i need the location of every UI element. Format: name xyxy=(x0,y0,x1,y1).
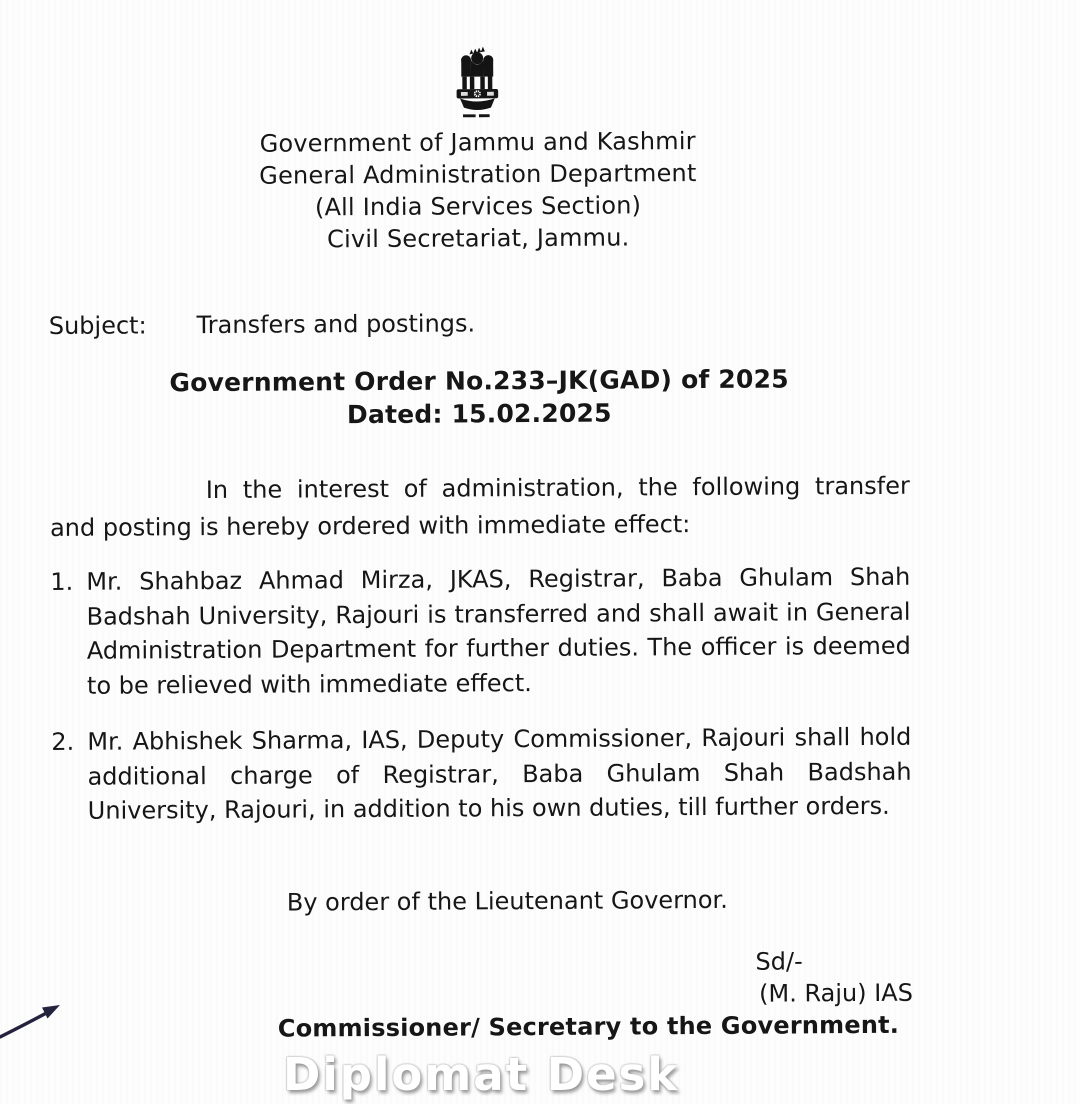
subject-label: Subject: xyxy=(48,311,147,340)
pen-arrow-mark xyxy=(0,992,80,1044)
letterhead xyxy=(47,44,908,257)
subject-row xyxy=(49,306,909,341)
signed-sd: Sd/- xyxy=(755,946,803,976)
item-1-number: 1. xyxy=(50,567,74,596)
signature-block xyxy=(53,945,914,1045)
letterhead-line-department: General Administration Department xyxy=(259,159,697,190)
watermark: Diplomat Desk xyxy=(283,1048,680,1101)
order-item-2 xyxy=(51,720,912,829)
order-item-1 xyxy=(50,560,911,703)
signatory-name: (M. Raju) IAS xyxy=(759,978,913,1008)
letterhead-line-secretariat: Civil Secretariat, Jammu. xyxy=(327,223,630,254)
signatory-designation: Commissioner/ Secretary to the Government. xyxy=(277,1010,900,1043)
order-heading xyxy=(49,362,909,433)
by-order-line: By order of the Lieutenant Governor. xyxy=(286,885,728,917)
item-1-text: Mr. Shahbaz Ahmad Mirza, JKAS, Registrar, Baba Ghulam Shah Badshah University, Rajouri is transferred and shall await in General Administration Department for further duties. The officer is deemed to be relieved with immediate effect. xyxy=(86,562,911,700)
order-date: Dated: 15.02.2025 xyxy=(346,398,612,430)
item-2-number: 2. xyxy=(51,727,75,756)
india-state-emblem-icon xyxy=(448,46,506,124)
intro-paragraph: In the interest of administration, the following transfer and posting is hereby ordered with immediate effect: xyxy=(49,471,910,542)
letterhead-line-section: (All India Services Section) xyxy=(314,191,642,222)
letterhead-line-government: Government of Jammu and Kashmir xyxy=(259,127,696,158)
order-number: Government Order No.233–JK(GAD) of 2025 xyxy=(169,364,789,398)
order-items xyxy=(50,560,912,829)
item-2-text: Mr. Abhishek Sharma, IAS, Deputy Commissioner, Rajouri shall hold additional charge of Registrar, Baba Ghulam Shah Badshah University, Rajouri, in addition to his own duties, till further orders. xyxy=(87,722,912,825)
subject-value: Transfers and postings. xyxy=(196,309,476,340)
